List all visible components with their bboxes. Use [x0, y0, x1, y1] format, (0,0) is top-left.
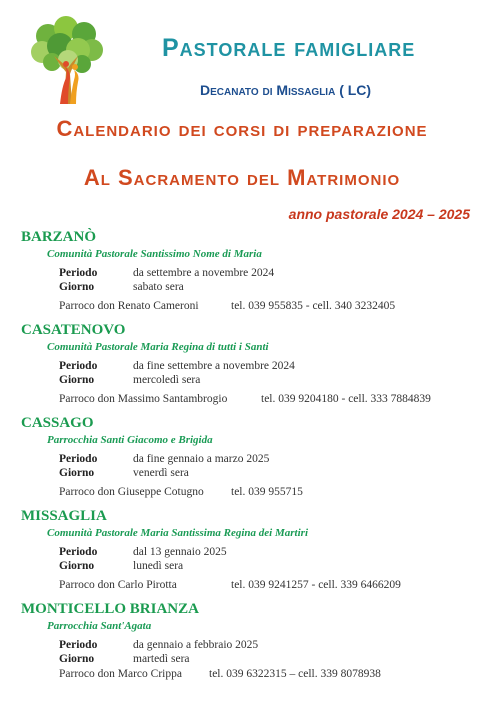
community-name: Parrocchia Sant'Agata	[47, 620, 152, 632]
periodo-value: da gennaio a febbraio 2025	[133, 639, 259, 651]
giorno-value: venerdì sera	[133, 467, 189, 479]
pastoral-year: anno pastorale 2024 – 2025	[288, 206, 470, 222]
priest-phone: tel. 039 955715	[231, 486, 303, 498]
giorno-label: Giorno	[59, 281, 95, 293]
community-name: Parrocchia Santi Giacomo e Brigida	[47, 434, 213, 446]
community-name: Comunità Pastorale Maria Regina di tutti i Santi	[47, 341, 269, 353]
giorno-row	[21, 280, 471, 294]
section-monticello-brianza	[21, 599, 471, 682]
giorno-label: Giorno	[59, 374, 95, 386]
header-title: Pastorale famigliare	[162, 34, 416, 62]
town-name: MISSAGLIA	[21, 508, 107, 524]
priest-row	[21, 392, 471, 407]
giorno-row	[21, 373, 471, 387]
periodo-row	[21, 266, 471, 280]
community-name: Comunità Pastorale Santissimo Nome di Maria	[47, 248, 262, 260]
periodo-row	[21, 452, 471, 466]
town-name: CASATENOVO	[21, 322, 126, 338]
priest-phone: tel. 039 955835 - cell. 340 3232405	[231, 300, 396, 312]
giorno-label: Giorno	[59, 653, 95, 665]
giorno-label: Giorno	[59, 560, 95, 572]
priest-name: Parroco don Renato Cameroni	[59, 300, 199, 312]
section-casatenovo	[21, 320, 471, 407]
priest-row	[21, 578, 471, 593]
priest-phone: tel. 039 6322315 – cell. 339 8078938	[209, 668, 381, 680]
giorno-value: lunedì sera	[133, 560, 184, 572]
periodo-row	[21, 638, 471, 652]
giorno-row	[21, 652, 471, 666]
periodo-row	[21, 545, 471, 559]
course-list	[21, 227, 471, 688]
periodo-label: Periodo	[59, 639, 98, 651]
town-name: CASSAGO	[21, 415, 94, 431]
priest-name: Parroco don Carlo Pirotta	[59, 579, 177, 591]
header-subtitle: Decanato di Missaglia ( LC)	[200, 82, 372, 98]
giorno-value: mercoledì sera	[133, 374, 201, 386]
giorno-label: Giorno	[59, 467, 95, 479]
priest-phone: tel. 039 9241257 - cell. 339 6466209	[231, 579, 401, 591]
main-title-line1: Calendario dei corsi di preparazione	[56, 116, 428, 141]
periodo-label: Periodo	[59, 267, 98, 279]
priest-row	[21, 667, 471, 682]
periodo-value: da fine settembre a novembre 2024	[133, 360, 295, 372]
town-name: MONTICELLO BRIANZA	[21, 601, 199, 617]
priest-name: Parroco don Marco Crippa	[59, 668, 182, 680]
community-name: Comunità Pastorale Maria Santissima Regina dei Martiri	[47, 527, 308, 539]
periodo-label: Periodo	[59, 360, 98, 372]
priest-phone: tel. 039 9204180 - cell. 333 7884839	[261, 393, 431, 405]
priest-name: Parroco don Massimo Santambrogio	[59, 393, 228, 405]
priest-name: Parroco don Giuseppe Cotugno	[59, 486, 204, 498]
town-name: BARZANÒ	[21, 229, 97, 245]
tree-family-logo	[26, 16, 108, 108]
giorno-row	[21, 559, 471, 573]
periodo-value: da settembre a novembre 2024	[133, 267, 275, 279]
periodo-label: Periodo	[59, 453, 98, 465]
giorno-value: sabato sera	[133, 281, 184, 293]
giorno-value: martedì sera	[133, 653, 190, 665]
priest-row	[21, 299, 471, 314]
periodo-label: Periodo	[59, 546, 98, 558]
section-barzano	[21, 227, 471, 314]
section-missaglia	[21, 506, 471, 593]
priest-row	[21, 485, 471, 500]
main-title-line2: Al Sacramento del Matrimonio	[83, 165, 401, 190]
giorno-row	[21, 466, 471, 480]
section-cassago	[21, 413, 471, 500]
periodo-value: dal 13 gennaio 2025	[133, 546, 227, 558]
periodo-row	[21, 359, 471, 373]
periodo-value: da fine gennaio a marzo 2025	[133, 453, 270, 465]
